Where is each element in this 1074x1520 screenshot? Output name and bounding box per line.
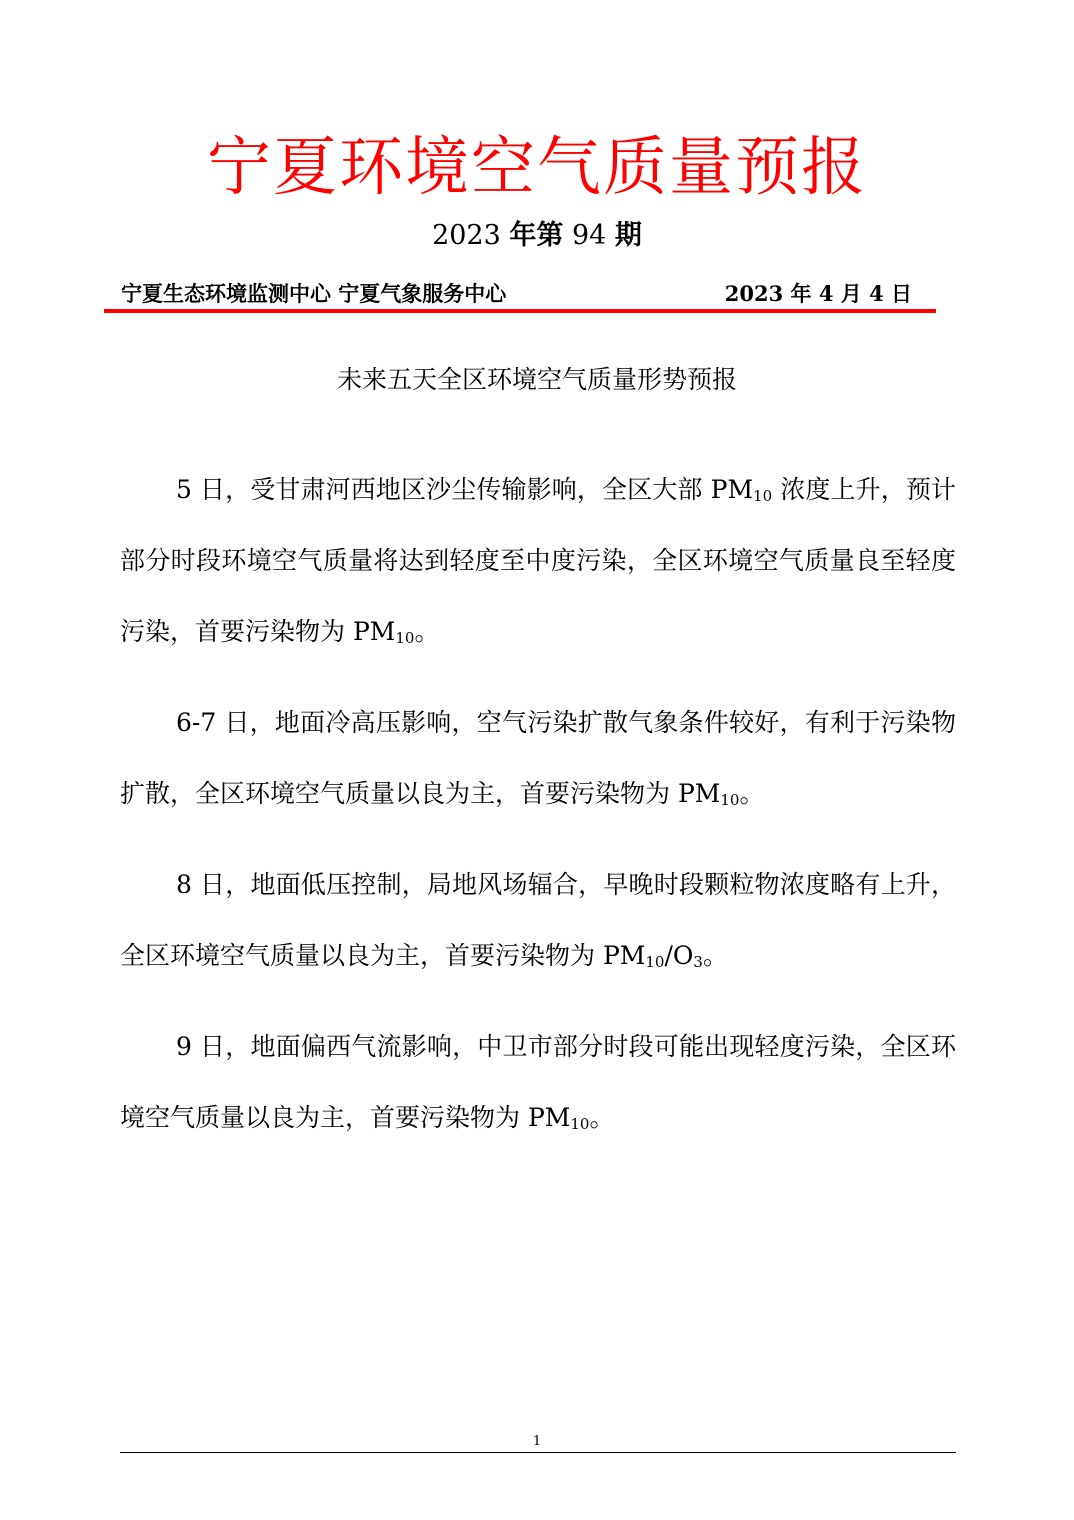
publisher-row bbox=[121, 278, 916, 310]
footer-divider bbox=[120, 1452, 956, 1453]
section-heading: 未来五天全区环境空气质量形势预报 bbox=[336, 365, 737, 394]
forecast-paragraph-day5: 5 日，受甘肃河西地区沙尘传输影响，全区大部 $PM_{10}$ 浓度上升，预计部分时段环境空气质量将达到轻度至中度污染，全区环境空气质量良至轻度污染，首要污染物为 $PM_{10}$。 bbox=[120, 475, 956, 647]
page-number: 1 bbox=[532, 1434, 542, 1449]
forecast-paragraph-day9: 9 日，地面偏西气流影响，中卫市部分时段可能出现轻度污染，全区环境空气质量以良为主，首要污染物为 $PM_{10}$。 bbox=[120, 1032, 956, 1133]
masthead-title: 宁夏环境空气质量预报 bbox=[207, 131, 867, 205]
issue-number: 94 bbox=[571, 220, 607, 251]
forecast-body bbox=[120, 454, 956, 1173]
publish-date: 2023 年 4 月 4 日 bbox=[724, 281, 912, 306]
issue-line bbox=[0, 218, 1074, 254]
issue-year-label: 年第 bbox=[509, 220, 564, 251]
issue-year: 2023 bbox=[432, 220, 501, 251]
forecast-paragraph-day6-7: 6-7 日，地面冷高压影响，空气污染扩散气象条件较好，有利于污染物扩散，全区环境空气质量以良为主，首要污染物为 $PM_{10}$。 bbox=[120, 708, 956, 809]
issue-label: 期 bbox=[614, 220, 642, 251]
red-divider bbox=[104, 309, 936, 313]
forecast-paragraph-day8: 8 日，地面低压控制，局地风场辐合，早晚时段颗粒物浓度略有上升，全区环境空气质量以良为主，首要污染物为 $PM_{10}/O_3$。 bbox=[120, 870, 956, 971]
publisher-orgs: 宁夏生态环境监测中心 宁夏气象服务中心 bbox=[121, 281, 507, 306]
